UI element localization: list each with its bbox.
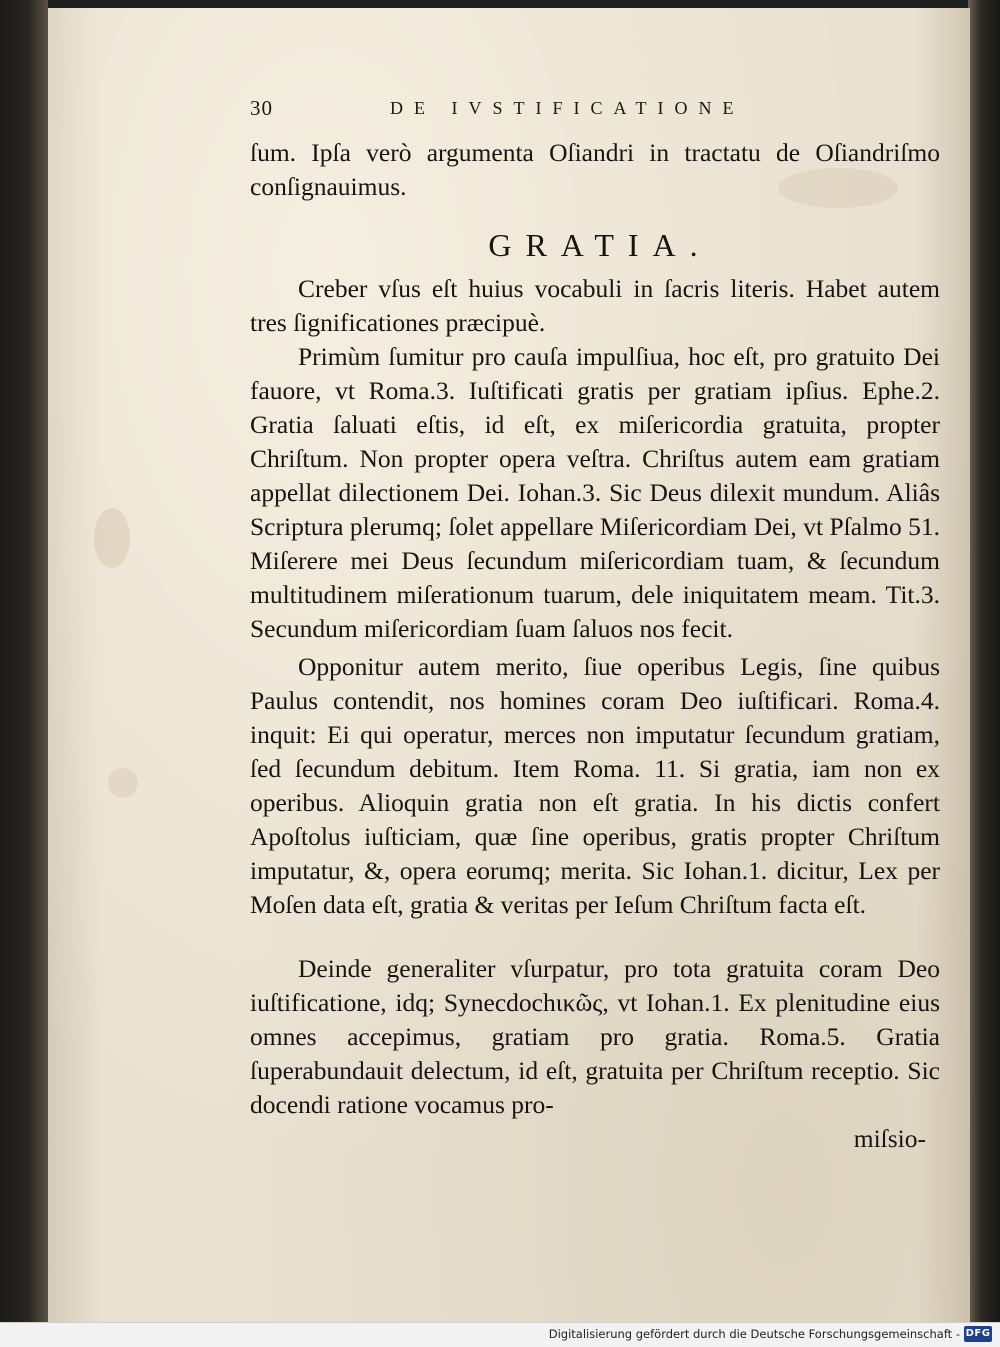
paragraph-continuation: ſum. Ipſa verò argumenta Oſiandri in tractatu de Oſiandriſmo conſignauimus.	[250, 138, 940, 201]
paragraph: Opponitur autem merito, ſiue operibus Legis, ſine quibus Paulus contendit, nos homines coram Deo iuſtificari. Roma.4. inquit: Ei qui operatur, merces non imputatur ſecundum gratiam, ſed ſecundum debitum. Item Roma. 11. Si gratia, iam non ex operibus. Alioquin gratia non eſt gratia. In his dictis confert Apoſtolus iuſticiam, quæ ſine operibus, gratis propter Chriſtum imputatur, &, opera eorumq; merita. Sic Iohan.1. dicitur, Lex per Moſen data eſt, gratia & veritas per Ieſum Chriſtum facta eſt.	[250, 652, 940, 919]
paper-stain	[94, 508, 130, 568]
dfg-logo: DFG	[964, 1326, 992, 1342]
paper-stain	[108, 768, 138, 798]
paragraph: Creber vſus eſt huius vocabuli in ſacris literis. Habet autem tres ſignificationes præcipuè.	[250, 274, 940, 337]
section-title: GRATIA.	[488, 227, 712, 263]
footer-bar	[0, 1322, 1000, 1347]
text-body	[250, 136, 940, 1156]
scan-edge-left	[0, 0, 48, 1322]
scan-edge-right	[968, 0, 1000, 1322]
paragraph: Primùm ſumitur pro cauſa impulſiua, hoc eſt, pro gratuito Dei fauore, vt Roma.3. Iuſtificati gratis per gratiam ipſius. Ephe.2. Gratia ſaluati eſtis, id eſt, ex miſericordia gratuita, propter Chriſtum. Non propter opera veſtra. Chriſtus autem eam gratiam appellat dilectionem Dei. Iohan.3. Sic Deus dilexit mundum. Aliâs Scriptura plerumq; ſolet appellare Miſericordiam Dei, vt Pſalmo 51. Miſerere mei Deus ſecundum miſericordiam tuam, & ſecundum multitudinem miſerationum tuarum, dele iniquitatem meam. Tit.3. Secundum miſericordiam ſuam ſaluos nos fecit.	[250, 342, 940, 643]
funding-credit: Digitalisierung gefördert durch die Deutsche Forschungsgemeinschaft -	[548, 1327, 960, 1341]
page-number: 30	[250, 96, 273, 120]
running-head: DE IVSTIFICATIONE	[390, 98, 745, 118]
paragraph: Deinde generaliter vſurpatur, pro tota gratuita coram Deo iuſtificatione, idq; Synecdochικῶς, vt Iohan.1. Ex plenitudine eius omnes accepimus, gratiam pro gratia. Roma.5. Gratia ſuperabundauit delectum, id eſt, gratuita per Chriſtum receptio. Sic docendi ratione vocamus pro-	[250, 954, 940, 1119]
catchword: miſsio-	[853, 1124, 926, 1153]
